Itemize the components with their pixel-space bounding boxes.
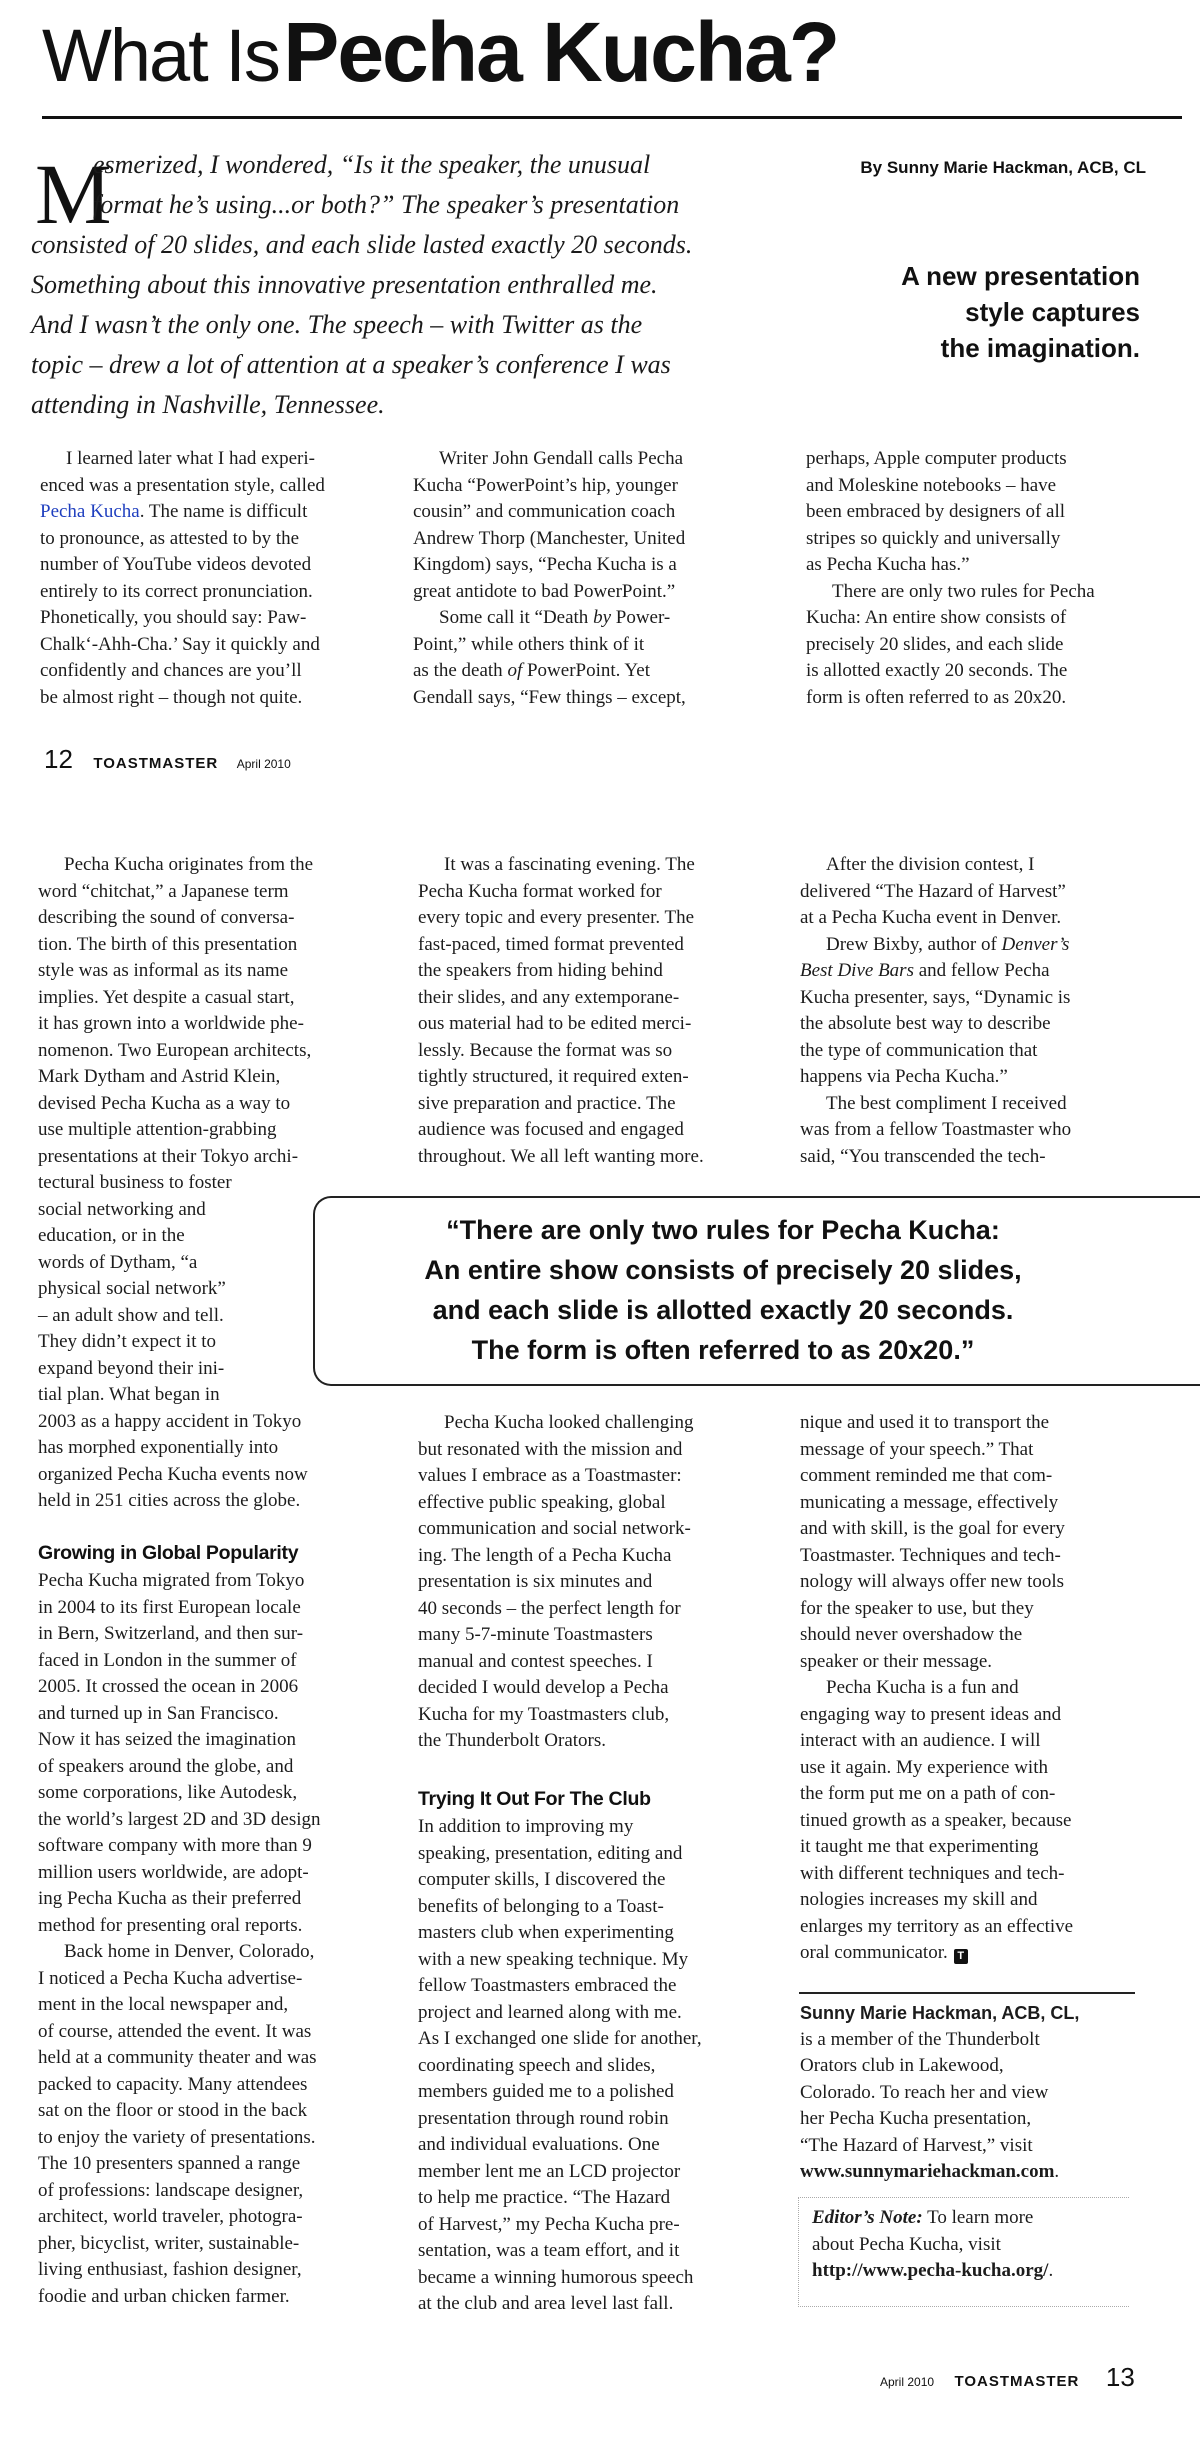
text-span: Some call it “Death	[439, 607, 594, 628]
text-line: lessly. Because the format was so	[418, 1039, 673, 1061]
text-line: to help me practice. “The Hazard	[418, 2187, 671, 2208]
text-line	[800, 932, 1071, 959]
page12-column-2	[413, 446, 686, 711]
title-divider	[42, 116, 1182, 119]
subtitle	[901, 258, 1140, 366]
text-line: is allotted exactly 20 seconds. The	[806, 660, 1068, 681]
text-line: describing the sound of conversa-	[38, 907, 295, 928]
page12-column-1	[40, 446, 325, 711]
text-line	[800, 958, 1071, 985]
deck-line: consisted of 20 slides, and each slide lasted exactly 20 seconds.	[31, 230, 693, 259]
text-line: great antidote to bad PowerPoint.”	[413, 580, 676, 602]
deck-line: esmerized, I wondered, “Is it the speaker, the unusual	[93, 150, 651, 179]
text-line: I learned later what I had experi-	[66, 448, 315, 469]
text-line: is a member of the Thunderbolt	[800, 2028, 1040, 2050]
text-line: held at a community theater and was	[38, 2047, 317, 2068]
text-line: Pecha Kucha format worked for	[418, 880, 662, 902]
text-line: sive preparation and practice. The	[418, 1092, 676, 1114]
magazine-name: TOASTMASTER	[954, 2373, 1080, 2390]
text-line: form is often referred to as 20x20.	[806, 686, 1067, 708]
text-line: use it again. My experience with	[800, 1756, 1048, 1778]
text-line: confidently and chances are you’ll	[40, 660, 302, 681]
emphasis: of	[507, 660, 523, 681]
text-line	[812, 2258, 1053, 2285]
text-line: computer skills, I discovered the	[418, 1869, 666, 1890]
text-line: style was as informal as its name	[38, 960, 289, 981]
page13-column-2-mid	[418, 1410, 694, 1755]
deck-line: topic – drew a lot of attention at a speaker’s conference I was	[31, 350, 671, 379]
text-line: masters club when experimenting	[418, 1922, 674, 1943]
text-line: speaking, presentation, editing and	[418, 1842, 683, 1864]
text-line: and with skill, is the goal for every	[800, 1518, 1065, 1539]
text-span: Power-	[611, 607, 671, 628]
text-line: “The Hazard of Harvest,” visit	[800, 2134, 1033, 2156]
text-line: sat on the floor or stood in the back	[38, 2100, 308, 2121]
text-line: stripes so quickly and universally	[806, 527, 1061, 549]
text-line: ment in the local newspaper and,	[38, 1994, 289, 2015]
text-span: . The name is difficult	[139, 501, 308, 522]
pecha-kucha-link[interactable]: Pecha Kucha	[40, 501, 140, 522]
page13-column-1-cont	[38, 1568, 321, 2310]
text-line: Mark Dytham and Astrid Klein,	[38, 1066, 281, 1087]
text-line: decided I would develop a Pecha	[418, 1677, 669, 1698]
text-line: Kucha for my Toastmasters club,	[418, 1703, 670, 1725]
deck-line: attending in Nashville, Tennessee.	[31, 390, 385, 419]
text-line: – an adult show and tell.	[38, 1304, 224, 1326]
text-line: presentation is six minutes and	[418, 1571, 653, 1592]
text-line: as Pecha Kucha has.”	[806, 554, 970, 575]
text-line	[40, 499, 325, 526]
pull-quote-line: “There are only two rules for Pecha Kucha:	[446, 1215, 1000, 1245]
text-line: members guided me to a polished	[418, 2081, 674, 2102]
text-line: Andrew Thorp (Manchester, United	[413, 527, 686, 549]
text-line: education, or in the	[38, 1225, 185, 1246]
text-line: As I exchanged one slide for another,	[418, 2028, 702, 2049]
text-line: Chalk‘-Ahh-Cha.’ Say it quickly and	[40, 633, 320, 655]
text-line: enlarges my territory as an effective	[800, 1915, 1074, 1937]
text-line: Phonetically, you should say: Paw-	[40, 607, 307, 628]
text-line: expand beyond their ini-	[38, 1357, 225, 1379]
text-line	[800, 2159, 1079, 2186]
text-line: words of Dytham, “a	[38, 1251, 198, 1273]
text-line: Toastmaster. Techniques and tech-	[800, 1544, 1061, 1566]
text-line: They didn’t expect it to	[38, 1331, 216, 1352]
text-line: the world’s largest 2D and 3D design	[38, 1808, 321, 1830]
text-line: Kucha: An entire show consists of	[806, 607, 1067, 628]
text-line: tion. The birth of this presentation	[38, 933, 298, 955]
text-line: and turned up in San Francisco.	[38, 1702, 279, 1724]
text-line: the type of communication that	[800, 1039, 1038, 1061]
text-line: her Pecha Kucha presentation,	[800, 2108, 1032, 2129]
text-line: The best compliment I received	[826, 1092, 1067, 1114]
subtitle-line: A new presentation	[901, 261, 1140, 291]
text-line: foodie and urban chicken farmer.	[38, 2285, 290, 2307]
text-line: precisely 20 slides, and each slide	[806, 633, 1064, 655]
text-line: cousin” and communication coach	[413, 501, 676, 522]
text-line: Pecha Kucha looked challenging	[444, 1412, 694, 1433]
text-line: was from a fellow Toastmaster who	[800, 1119, 1072, 1140]
author-bio	[800, 2000, 1079, 2186]
text-line: and individual evaluations. One	[418, 2134, 660, 2155]
text-line: sentation, was a team effort, and it	[418, 2240, 680, 2261]
magazine-name: TOASTMASTER	[93, 755, 219, 772]
text-line: Pecha Kucha originates from the	[64, 854, 314, 875]
text-span: as the death	[413, 660, 508, 681]
title-what-is: What Is	[42, 14, 279, 97]
text-line	[413, 658, 686, 685]
page13-column-2-cont	[418, 1814, 702, 2318]
text-line	[800, 1940, 1073, 1967]
text-span: PowerPoint. Yet	[522, 660, 650, 681]
bio-divider	[799, 1992, 1135, 1994]
text-line: with different techniques and tech-	[800, 1862, 1065, 1884]
text-line: ous material had to be edited merci-	[418, 1013, 692, 1034]
text-line: tinued growth as a speaker, because	[800, 1809, 1072, 1831]
text-line: many 5-7-minute Toastmasters	[418, 1624, 653, 1645]
text-line: word “chitchat,” a Japanese term	[38, 880, 289, 902]
text-line: manual and contest speeches. I	[418, 1650, 653, 1672]
text-line: tightly structured, it required exten-	[418, 1066, 689, 1087]
text-line: Now it has seized the imagination	[38, 1729, 297, 1750]
text-line: There are only two rules for Pecha	[832, 580, 1095, 602]
text-line: of course, attended the event. It was	[38, 2020, 312, 2042]
text-line: to enjoy the variety of presentations.	[38, 2126, 316, 2148]
text-line: use multiple attention-grabbing	[38, 1119, 277, 1140]
text-line: of speakers around the globe, and	[38, 1755, 294, 1777]
text-line: After the division contest, I	[826, 854, 1035, 875]
subhead-trying-it-out: Trying It Out For The Club	[418, 1788, 651, 1810]
text-line: nique and used it to transport the	[800, 1412, 1050, 1433]
drop-cap: M	[35, 146, 112, 242]
text-line: happens via Pecha Kucha.”	[800, 1066, 1008, 1087]
text-line: became a winning humorous speech	[418, 2266, 694, 2288]
author-website-link[interactable]: www.sunnymariehackman.com	[800, 2161, 1055, 2182]
text-line: the absolute best way to describe	[800, 1013, 1051, 1034]
text-line: Kucha presenter, says, “Dynamic is	[800, 986, 1071, 1008]
text-line: devised Pecha Kucha as a way to	[38, 1092, 291, 1114]
editors-note-label: Editor’s Note:	[812, 2207, 923, 2228]
text-line: should never overshadow the	[800, 1624, 1023, 1645]
text-line: nomenon. Two European architects,	[38, 1039, 312, 1061]
text-line: nology will always offer new tools	[800, 1571, 1065, 1592]
editors-note	[812, 2205, 1053, 2285]
text-line: method for presenting oral reports.	[38, 1914, 303, 1936]
text-line: 40 seconds – the perfect length for	[418, 1597, 681, 1619]
text-line: implies. Yet despite a casual start,	[38, 986, 295, 1008]
pull-quote	[313, 1210, 1133, 1370]
text-line: tectural business to foster	[38, 1172, 232, 1193]
text-line: at the club and area level last fall.	[418, 2293, 674, 2314]
text-line: faced in London in the summer of	[38, 1649, 297, 1671]
text-line: it has grown into a worldwide phe-	[38, 1013, 304, 1034]
pull-quote-line: An entire show consists of precisely 20 slides,	[424, 1255, 1022, 1285]
text-line	[413, 605, 686, 632]
issue-date: April 2010	[880, 2375, 935, 2389]
page-number: 13	[1105, 2362, 1135, 2392]
page13-column-1	[38, 852, 313, 1515]
page12-column-3	[806, 446, 1095, 711]
text-line: communication and social network-	[418, 1518, 691, 1539]
text-line: throughout. We all left wanting more.	[418, 1145, 704, 1167]
text-line: it taught me that experimenting	[800, 1836, 1039, 1857]
text-line: living enthusiast, fashion designer,	[38, 2259, 302, 2280]
text-line: Colorado. To reach her and view	[800, 2081, 1049, 2103]
text-span: .	[1048, 2260, 1054, 2281]
page13-folio	[880, 2362, 1135, 2393]
title-pecha-kucha: Pecha Kucha?	[283, 5, 839, 99]
text-line: been embraced by designers of all	[806, 501, 1066, 522]
text-line: in Bern, Switzerland, and then sur-	[38, 1623, 304, 1644]
text-line: has morphed exponentially into	[38, 1437, 279, 1458]
text-line: 2003 as a happy accident in Tokyo	[38, 1410, 302, 1432]
text-line: coordinating speech and slides,	[418, 2054, 656, 2076]
text-line: held in 251 cities across the globe.	[38, 1490, 301, 1511]
text-line: fast-paced, timed format prevented	[418, 933, 684, 955]
deck-line: Something about this innovative presentation enthralled me.	[31, 270, 658, 299]
text-line: physical social network”	[38, 1278, 226, 1299]
text-line: ing. The length of a Pecha Kucha	[418, 1544, 672, 1566]
byline: By Sunny Marie Hackman, ACB, CL	[860, 158, 1146, 177]
emphasis: by	[593, 607, 611, 628]
text-line: pher, bicyclist, writer, sustainable-	[38, 2232, 300, 2254]
text-line: comment reminded me that com-	[800, 1465, 1053, 1486]
text-line: fellow Toastmasters embraced the	[418, 1975, 677, 1996]
text-line: be almost right – though not quite.	[40, 686, 303, 708]
page13-column-2	[418, 852, 704, 1170]
text-line: architect, world traveler, photogra-	[38, 2206, 303, 2227]
text-line: perhaps, Apple computer products	[806, 448, 1067, 469]
text-span: oral communicator.	[800, 1942, 948, 1963]
text-line: project and learned along with me.	[418, 2001, 682, 2023]
text-line: engaging way to present ideas and	[800, 1703, 1062, 1725]
text-line: Back home in Denver, Colorado,	[64, 1941, 315, 1962]
text-line: It was a fascinating evening. The	[444, 854, 695, 875]
text-line: number of YouTube videos devoted	[40, 554, 312, 575]
deck-line: format he’s using...or both?” The speaker’s presentation	[93, 190, 680, 219]
text-line: tial plan. What began in	[38, 1384, 220, 1405]
toastmasters-end-mark-icon: T	[954, 1949, 968, 1964]
text-line: ing Pecha Kucha as their preferred	[38, 1888, 302, 1909]
text-line: to pronounce, as attested to by the	[40, 527, 300, 549]
text-line: at a Pecha Kucha event in Denver.	[800, 907, 1062, 928]
text-line: some corporations, like Autodesk,	[38, 1782, 298, 1803]
text-line: speaker or their message.	[800, 1650, 993, 1672]
text-line: Pecha Kucha is a fun and	[826, 1677, 1019, 1698]
pull-quote-line: The form is often referred to as 20x20.”	[471, 1335, 975, 1365]
text-line: the form put me on a path of con-	[800, 1783, 1056, 1804]
text-line: software company with more than 9	[38, 1835, 312, 1856]
text-line: about Pecha Kucha, visit	[812, 2233, 1001, 2255]
text-line: packed to capacity. Many attendees	[38, 2073, 308, 2095]
text-line: the Thunderbolt Orators.	[418, 1730, 607, 1751]
text-line: effective public speaking, global	[418, 1491, 666, 1513]
text-line: 2005. It crossed the ocean in 2006	[38, 1676, 299, 1697]
text-line: with a new speaking technique. My	[418, 1948, 689, 1970]
text-line: interact with an audience. I will	[800, 1730, 1041, 1751]
text-line: Kucha “PowerPoint’s hip, younger	[413, 474, 678, 496]
text-line: Writer John Gendall calls Pecha	[439, 448, 684, 469]
page13-column-3	[800, 852, 1071, 1170]
text-span: and fellow Pecha	[913, 960, 1050, 981]
text-line: In addition to improving my	[418, 1816, 634, 1837]
page13-column-3-cont	[800, 1410, 1073, 1967]
text-span: .	[1054, 2161, 1060, 2182]
text-line: municating a message, effectively	[800, 1491, 1059, 1513]
text-line: million users worldwide, are adopt-	[38, 1861, 309, 1883]
book-title: Best Dive Bars	[800, 960, 914, 981]
text-line: in 2004 to its first European locale	[38, 1596, 301, 1618]
text-span: To learn more	[922, 2207, 1034, 2228]
text-line: audience was focused and engaged	[418, 1119, 684, 1140]
text-line: I noticed a Pecha Kucha advertise-	[38, 1967, 303, 1989]
text-line: the speakers from hiding behind	[418, 960, 663, 981]
text-line: delivered “The Hazard of Harvest”	[800, 880, 1066, 902]
text-line: Kingdom) says, “Pecha Kucha is a	[413, 554, 677, 575]
text-line: message of your speech.” That	[800, 1438, 1034, 1460]
subhead-growing: Growing in Global Popularity	[38, 1542, 299, 1564]
subtitle-line: the imagination.	[940, 333, 1140, 363]
text-line: presentations at their Tokyo archi-	[38, 1145, 299, 1167]
text-line: values I embrace as a Toastmaster:	[418, 1465, 682, 1486]
text-line: of professions: landscape designer,	[38, 2179, 304, 2201]
text-line: for the speaker to use, but they	[800, 1597, 1034, 1619]
text-span: Drew Bixby, author of	[826, 933, 1002, 955]
text-line	[812, 2205, 1053, 2232]
text-line: their slides, and any extemporane-	[418, 986, 680, 1008]
text-line: but resonated with the mission and	[418, 1438, 683, 1460]
deck-line: And I wasn’t the only one. The speech – with Twitter as the	[31, 310, 643, 339]
text-line: benefits of belonging to a Toast-	[418, 1895, 664, 1917]
book-title: Denver’s	[1001, 933, 1070, 955]
page12-folio	[44, 744, 291, 775]
text-line: enced was a presentation style, called	[40, 474, 325, 496]
bio-author-name: Sunny Marie Hackman, ACB, CL,	[800, 2003, 1080, 2023]
text-line: entirely to its correct pronunciation.	[40, 580, 313, 602]
text-line: said, “You transcended the tech-	[800, 1145, 1046, 1167]
text-line: and Moleskine notebooks – have	[806, 474, 1057, 496]
text-line: Pecha Kucha migrated from Tokyo	[38, 1570, 305, 1591]
text-line: social networking and	[38, 1198, 206, 1220]
text-line: Orators club in Lakewood,	[800, 2055, 1004, 2076]
text-line: member lent me an LCD projector	[418, 2160, 681, 2182]
text-line: organized Pecha Kucha events now	[38, 1463, 308, 1485]
page-number: 12	[44, 744, 73, 774]
pecha-kucha-website-link[interactable]: http://www.pecha-kucha.org/	[812, 2260, 1049, 2281]
text-line: of Harvest,” my Pecha Kucha pre-	[418, 2213, 680, 2235]
text-line: presentation through round robin	[418, 2107, 669, 2129]
issue-date: April 2010	[236, 757, 291, 771]
text-line: Gendall says, “Few things – except,	[413, 686, 686, 708]
article-title	[42, 5, 839, 99]
pull-quote-line: and each slide is allotted exactly 20 seconds.	[432, 1295, 1014, 1325]
subtitle-line: style captures	[965, 297, 1140, 327]
text-line: Point,” while others think of it	[413, 633, 645, 655]
text-line: every topic and every presenter. The	[418, 907, 695, 928]
text-line: The 10 presenters spanned a range	[38, 2153, 301, 2174]
text-line: nologies increases my skill and	[800, 1889, 1038, 1910]
